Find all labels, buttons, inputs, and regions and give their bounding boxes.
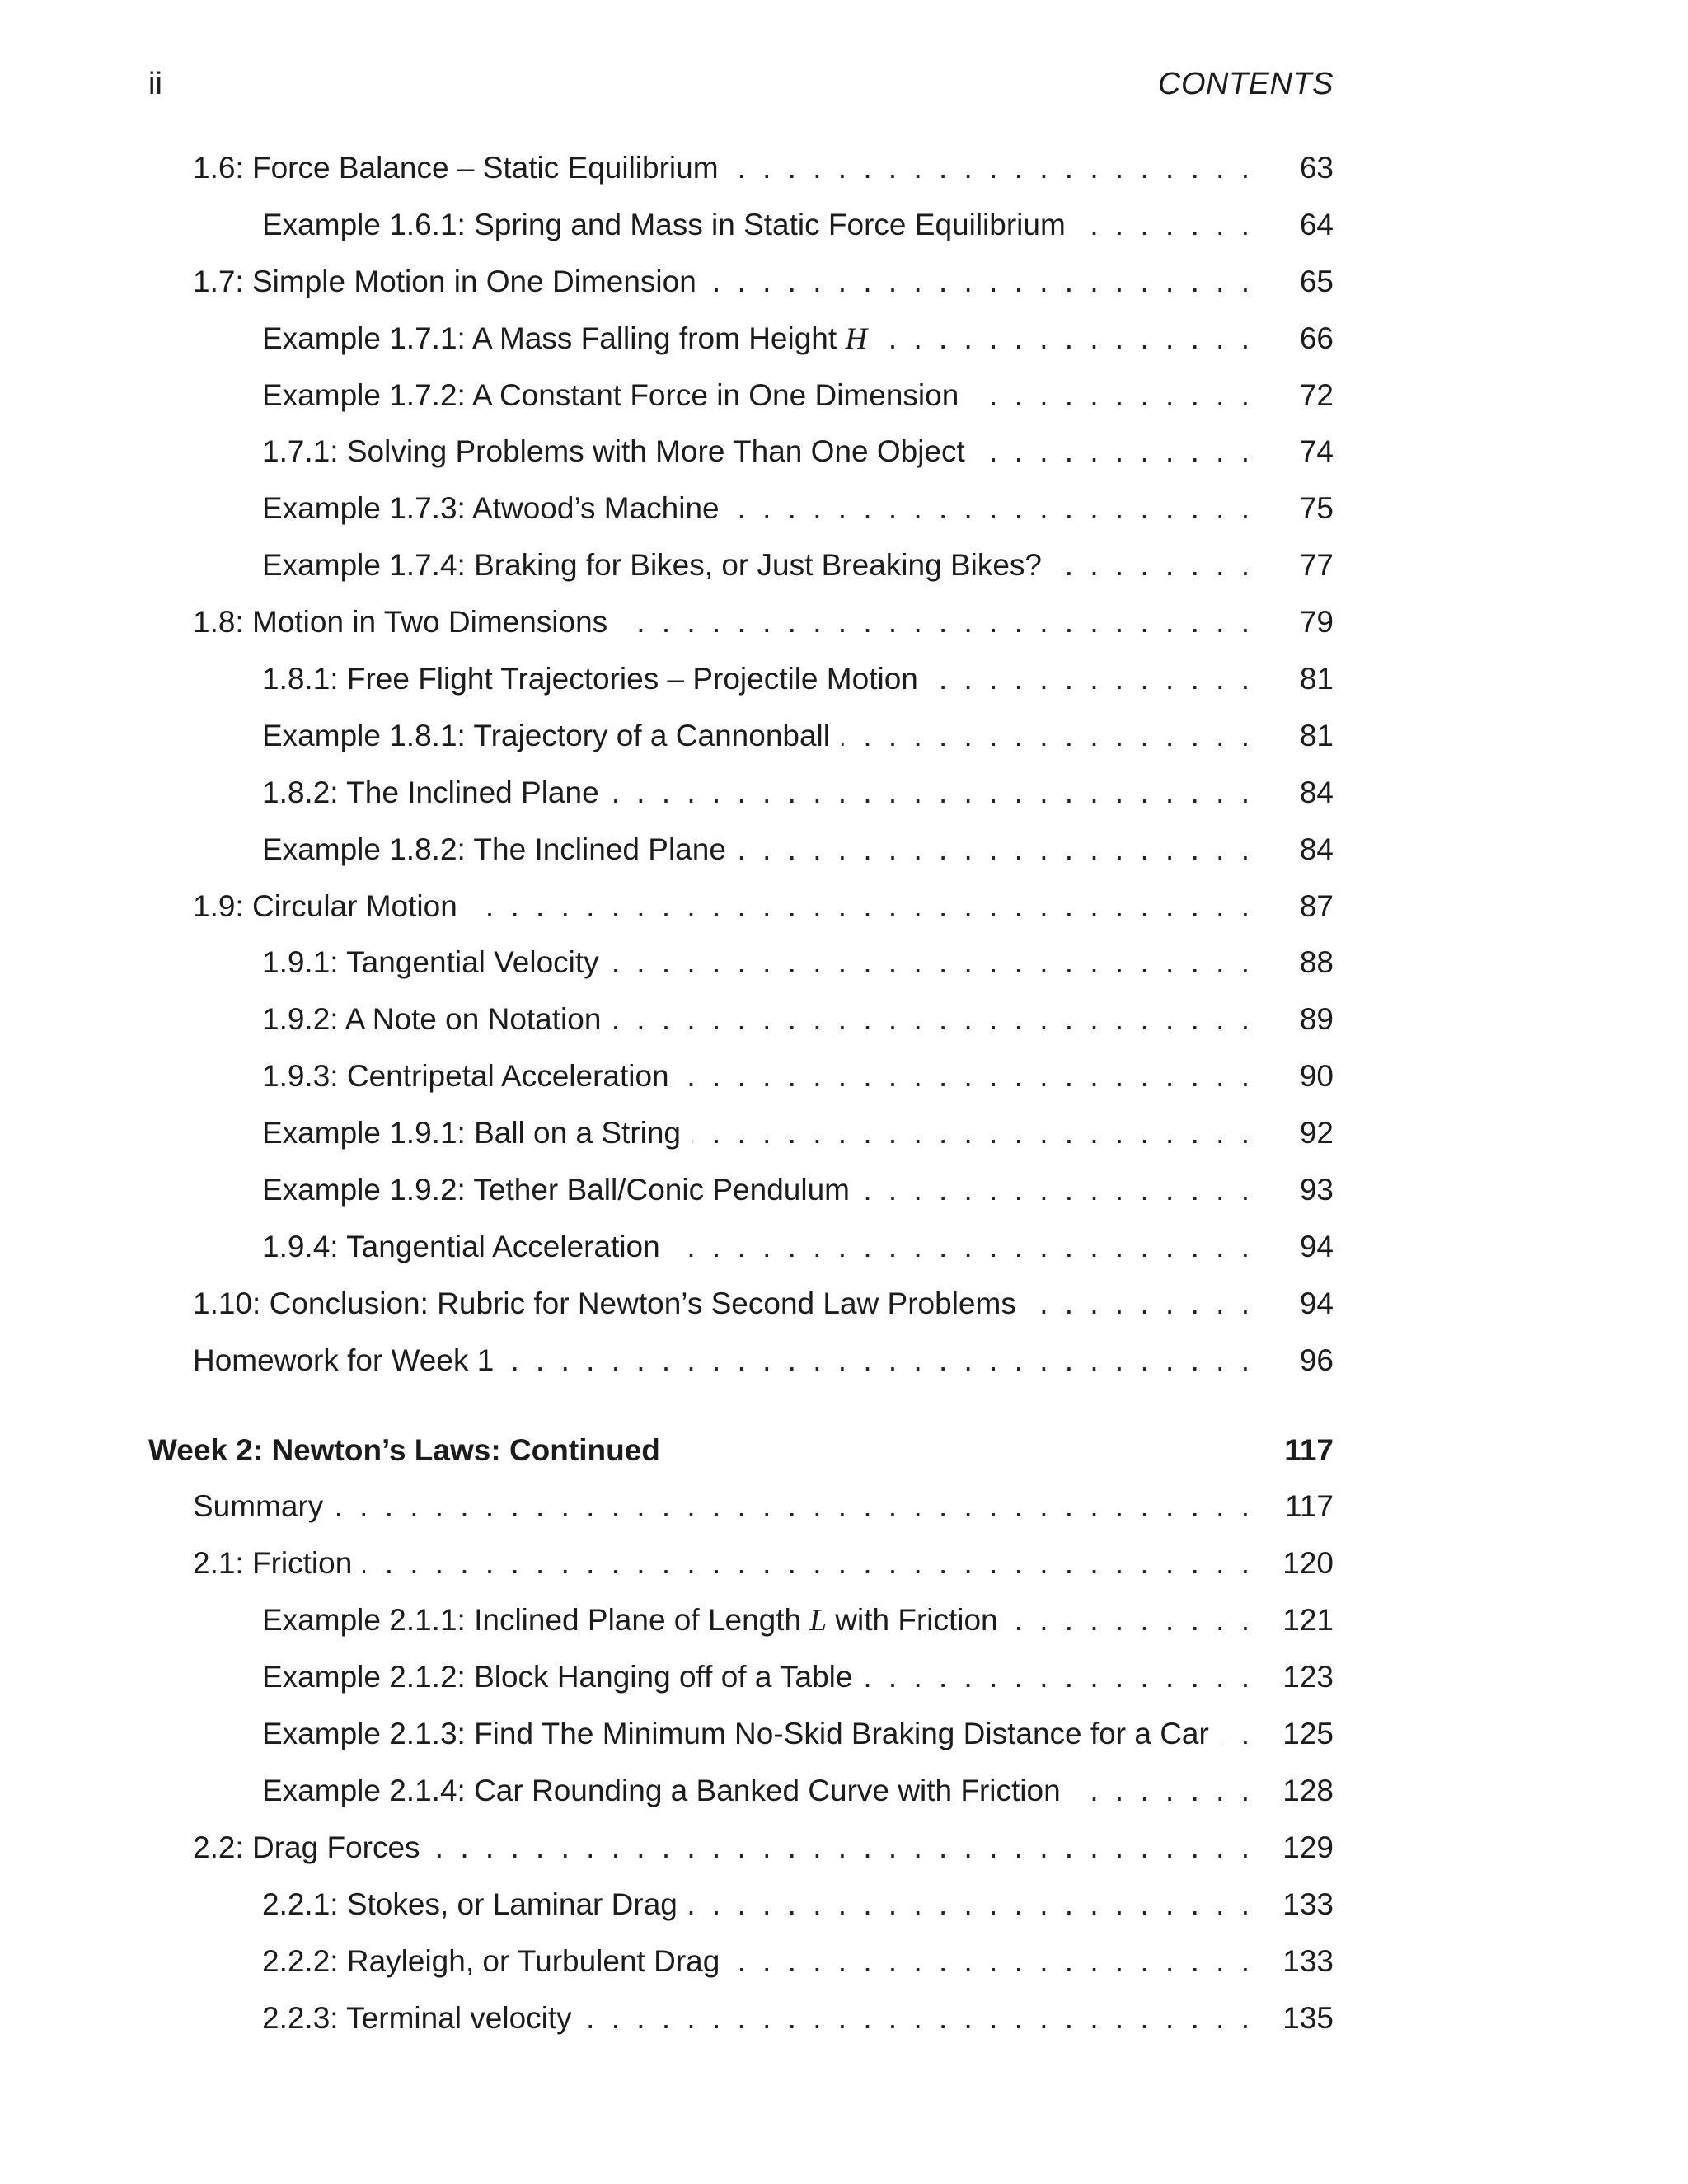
dot-leader bbox=[879, 317, 1250, 360]
toc-entry-page-number: 84 bbox=[1299, 775, 1334, 809]
dot-leader bbox=[864, 1656, 1250, 1699]
toc-entry[interactable] bbox=[148, 147, 1334, 204]
toc-entry-label bbox=[262, 1599, 1010, 1643]
dot-leader bbox=[1010, 1599, 1250, 1642]
dot-leader bbox=[672, 1226, 1250, 1268]
toc-entry[interactable] bbox=[148, 1656, 1334, 1713]
toc-entry-label: 1.7.1: Solving Problems with More Than One Object bbox=[262, 430, 977, 473]
toc-entry-page-number: 128 bbox=[1282, 1773, 1334, 1807]
dot-leader bbox=[731, 487, 1250, 530]
dot-leader bbox=[861, 1169, 1250, 1212]
toc-entry[interactable] bbox=[148, 715, 1334, 771]
toc-entry-page-number: 81 bbox=[1299, 662, 1334, 696]
toc-entry[interactable] bbox=[148, 998, 1334, 1055]
toc-entry[interactable] bbox=[148, 1282, 1334, 1339]
toc-entry-label: Homework for Week 1 bbox=[193, 1339, 505, 1382]
dot-leader bbox=[977, 430, 1250, 473]
dot-leader bbox=[930, 658, 1250, 701]
toc-entry-label: 1.9.1: Tangential Velocity bbox=[262, 941, 611, 984]
toc-entry-label: Example 1.8.1: Trajectory of a Cannonball bbox=[262, 715, 842, 757]
running-header bbox=[148, 63, 1334, 105]
dot-leader bbox=[731, 1940, 1250, 1983]
toc-entry[interactable] bbox=[148, 1169, 1334, 1226]
toc-entry-page-number: 123 bbox=[1282, 1660, 1334, 1694]
dot-leader bbox=[708, 260, 1250, 303]
toc-entry-page-number: 81 bbox=[1299, 718, 1334, 752]
toc-entry-page-number: 121 bbox=[1282, 1603, 1334, 1638]
toc-entry-page-number: 75 bbox=[1299, 491, 1334, 526]
toc-entry[interactable] bbox=[148, 317, 1334, 374]
toc-entry[interactable] bbox=[148, 941, 1334, 998]
toc-entry-page-number: 63 bbox=[1299, 151, 1334, 185]
toc-entry-label-text: Example 1.7.1: A Mass Falling from Height bbox=[262, 321, 846, 355]
toc-entry[interactable] bbox=[148, 828, 1334, 885]
toc-entry-page-number: 93 bbox=[1299, 1173, 1334, 1207]
dot-leader bbox=[681, 1055, 1250, 1098]
toc-entry-label: 1.8.1: Free Flight Trajectories – Projectile Motion bbox=[262, 658, 930, 701]
dot-leader bbox=[363, 1542, 1250, 1585]
toc-entry-label: Example 1.9.1: Ball on a String bbox=[262, 1112, 692, 1155]
toc-entry-label: 1.8: Motion in Two Dimensions bbox=[193, 601, 619, 644]
toc-entry-label-text: with Friction bbox=[826, 1603, 998, 1638]
dot-leader bbox=[619, 601, 1250, 644]
toc-entry-label: Example 1.9.2: Tether Ball/Conic Pendulum bbox=[262, 1169, 861, 1212]
toc-entry-label: Example 1.8.2: The Inclined Plane bbox=[262, 828, 738, 871]
toc-entry-page-number: 125 bbox=[1282, 1717, 1334, 1751]
dot-leader bbox=[432, 1826, 1250, 1869]
toc-entry-label: 1.8.2: The Inclined Plane bbox=[262, 771, 611, 814]
toc-entry[interactable] bbox=[148, 1055, 1334, 1112]
toc-entry-page-number: 133 bbox=[1282, 1943, 1334, 1978]
toc-entry-label: Example 2.1.2: Block Hanging off of a Table bbox=[262, 1656, 864, 1699]
toc-entry-page-number: 92 bbox=[1299, 1116, 1334, 1151]
toc-entry-page-number: 117 bbox=[1284, 1432, 1334, 1467]
running-title: CONTENTS bbox=[1158, 67, 1334, 101]
dot-leader bbox=[505, 1339, 1250, 1382]
toc-entry-page-number: 65 bbox=[1299, 264, 1334, 298]
dot-leader bbox=[611, 941, 1250, 984]
dot-leader bbox=[612, 998, 1250, 1041]
dot-leader bbox=[1072, 1769, 1250, 1812]
dot-leader bbox=[689, 1883, 1250, 1926]
toc-entry[interactable] bbox=[148, 1226, 1334, 1282]
dot-leader bbox=[469, 885, 1250, 928]
toc-entry-label: 1.7: Simple Motion in One Dimension bbox=[193, 260, 708, 303]
math-symbol: L bbox=[809, 1604, 827, 1638]
toc-entry-page-number: 94 bbox=[1299, 1229, 1334, 1263]
toc-entry-page-number: 77 bbox=[1299, 548, 1334, 583]
toc-entry-label: Example 1.7.3: Atwood’s Machine bbox=[262, 487, 731, 530]
toc-entry[interactable] bbox=[148, 1997, 1334, 2054]
dot-leader bbox=[738, 828, 1250, 871]
toc-entry[interactable] bbox=[148, 487, 1334, 544]
dot-leader bbox=[335, 1485, 1250, 1528]
toc-entry-page-number: 66 bbox=[1299, 321, 1334, 355]
dot-leader bbox=[1028, 1282, 1250, 1325]
toc-entry-page-number: 84 bbox=[1299, 832, 1334, 866]
toc-entry-label: Example 2.1.4: Car Rounding a Banked Curve with Friction bbox=[262, 1769, 1072, 1812]
toc-entry-page-number: 64 bbox=[1299, 207, 1334, 241]
toc-entry-label: Example 2.1.3: Find The Minimum No-Skid Braking Distance for a Car bbox=[262, 1713, 1221, 1755]
toc-entry-page-number: 87 bbox=[1299, 888, 1334, 923]
page-number: ii bbox=[148, 67, 162, 101]
dot-leader bbox=[584, 1997, 1250, 2040]
toc-entry-label: 1.6: Force Balance – Static Equilibrium bbox=[193, 147, 730, 190]
toc-entry[interactable] bbox=[148, 1883, 1334, 1940]
toc-entry-label: 1.9.2: A Note on Notation bbox=[262, 998, 612, 1041]
toc-chapter-entry[interactable] bbox=[148, 1429, 1334, 1486]
toc-entry-page-number: 94 bbox=[1299, 1286, 1334, 1320]
table-of-contents bbox=[148, 147, 1334, 2053]
toc-entry[interactable] bbox=[148, 1713, 1334, 1769]
toc-entry-label: Summary bbox=[193, 1485, 335, 1528]
dot-leader bbox=[1221, 1713, 1250, 1755]
toc-entry[interactable] bbox=[148, 1769, 1334, 1826]
toc-entry-page-number: 72 bbox=[1299, 377, 1334, 412]
toc-entry-label: 2.2.3: Terminal velocity bbox=[262, 1997, 584, 2040]
dot-leader bbox=[1077, 204, 1250, 246]
toc-entry-page-number: 74 bbox=[1299, 434, 1334, 469]
toc-entry-label: Example 1.7.2: A Constant Force in One Dimension bbox=[262, 374, 970, 417]
dot-leader bbox=[842, 715, 1250, 757]
toc-entry-label: 1.9: Circular Motion bbox=[193, 885, 469, 928]
toc-entry[interactable] bbox=[148, 658, 1334, 715]
toc-entry-page-number: 129 bbox=[1282, 1830, 1334, 1864]
toc-entry[interactable] bbox=[148, 601, 1334, 658]
toc-entry-page-number: 89 bbox=[1299, 1002, 1334, 1037]
toc-entry-label: 2.2: Drag Forces bbox=[193, 1826, 432, 1869]
toc-entry[interactable] bbox=[148, 1485, 1334, 1542]
toc-entry-label: 1.10: Conclusion: Rubric for Newton’s Second Law Problems bbox=[193, 1282, 1028, 1325]
toc-entry-page-number: 88 bbox=[1299, 945, 1334, 980]
dot-leader bbox=[970, 374, 1250, 417]
toc-entry[interactable] bbox=[148, 1112, 1334, 1169]
toc-entry[interactable] bbox=[148, 204, 1334, 260]
dot-leader bbox=[692, 1112, 1250, 1155]
toc-entry-page-number: 133 bbox=[1282, 1886, 1334, 1921]
toc-entry-label: 1.9.4: Tangential Acceleration bbox=[262, 1226, 672, 1268]
toc-entry-label bbox=[262, 317, 879, 361]
math-symbol: H bbox=[845, 321, 868, 356]
toc-entry[interactable] bbox=[148, 1542, 1334, 1599]
toc-entry-label: Week 2: Newton’s Laws: Continued bbox=[148, 1429, 672, 1472]
toc-entry[interactable] bbox=[148, 1599, 1334, 1656]
toc-entry[interactable] bbox=[148, 430, 1334, 487]
toc-entry[interactable] bbox=[148, 885, 1334, 942]
toc-entry-label: 2.1: Friction bbox=[193, 1542, 363, 1585]
toc-entry-page-number: 117 bbox=[1285, 1489, 1334, 1524]
toc-entry[interactable] bbox=[148, 1826, 1334, 1883]
toc-entry-label: 2.2.2: Rayleigh, or Turbulent Drag bbox=[262, 1940, 731, 1983]
dot-leader bbox=[1053, 544, 1250, 587]
toc-entry-page-number: 96 bbox=[1299, 1343, 1334, 1377]
toc-entry[interactable] bbox=[148, 1339, 1334, 1396]
dot-leader bbox=[730, 147, 1250, 190]
toc-entry[interactable] bbox=[148, 544, 1334, 601]
toc-entry[interactable] bbox=[148, 771, 1334, 828]
toc-entry-label: 1.9.3: Centripetal Acceleration bbox=[262, 1055, 681, 1098]
toc-entry[interactable] bbox=[148, 1940, 1334, 1997]
dot-leader bbox=[611, 771, 1250, 814]
toc-entry-page-number: 135 bbox=[1282, 2000, 1334, 2035]
toc-entry-label: Example 1.6.1: Spring and Mass in Static Force Equilibrium bbox=[262, 204, 1077, 246]
toc-entry[interactable] bbox=[148, 374, 1334, 431]
toc-entry-label: 2.2.1: Stokes, or Laminar Drag bbox=[262, 1883, 689, 1926]
toc-entry[interactable] bbox=[148, 260, 1334, 317]
toc-entry-label-text: Example 2.1.1: Inclined Plane of Length bbox=[262, 1603, 810, 1638]
toc-entry-page-number: 120 bbox=[1282, 1546, 1334, 1581]
toc-entry-label: Example 1.7.4: Braking for Bikes, or Just Breaking Bikes? bbox=[262, 544, 1053, 587]
toc-entry-page-number: 79 bbox=[1299, 605, 1334, 640]
toc-entry-page-number: 90 bbox=[1299, 1059, 1334, 1094]
